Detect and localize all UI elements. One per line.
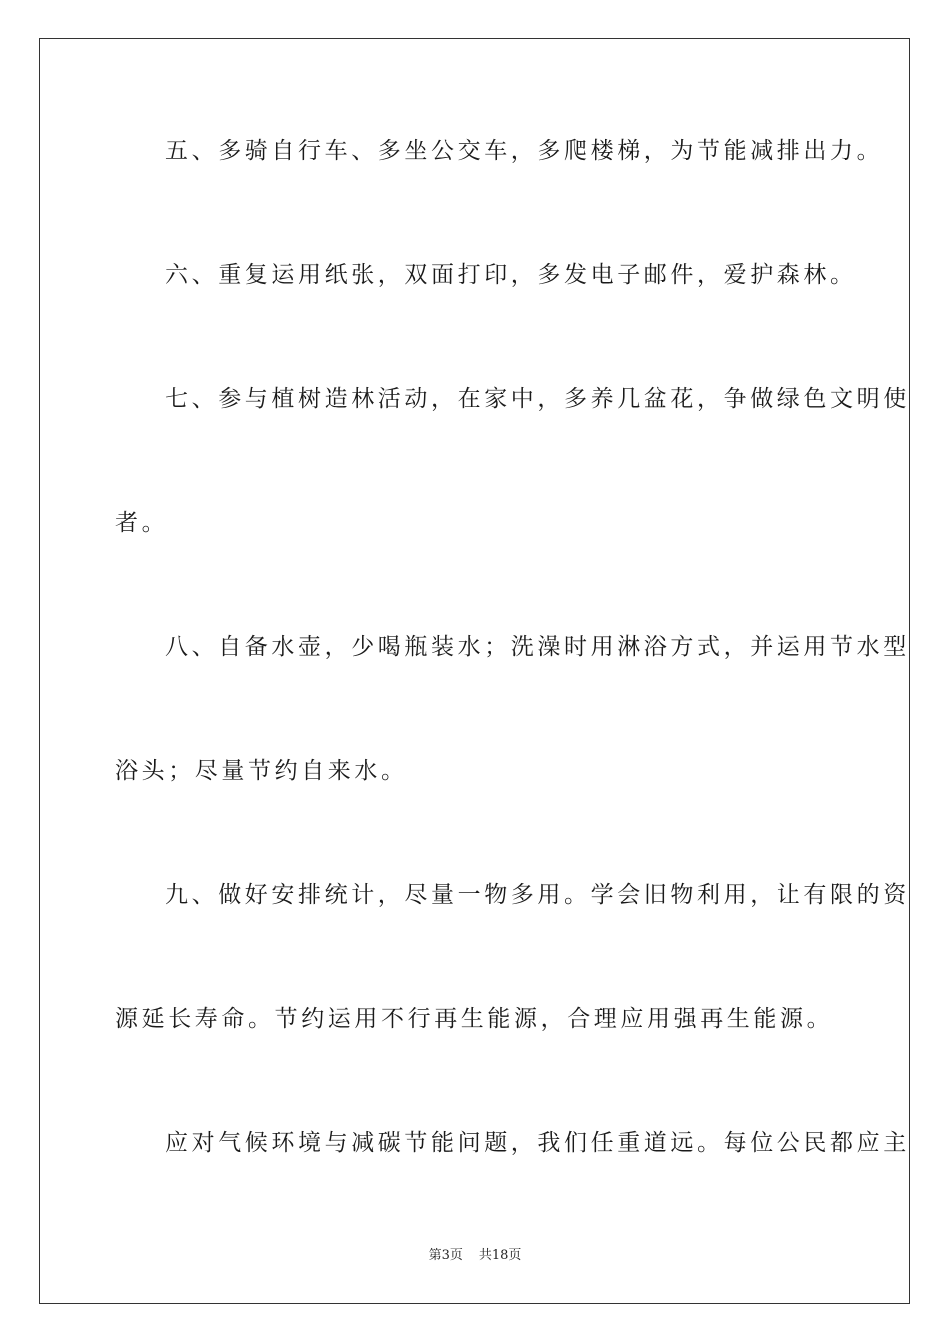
- paragraph-8-line-2: 浴头；尽量节约自来水。: [115, 758, 408, 784]
- paragraph-closing-line-1: 应对气候环境与减碳节能问题，我们任重道远。每位公民都应主: [165, 1130, 910, 1156]
- paragraph-9-line-2: 源延长寿命。节约运用不行再生能源，合理应用强再生能源。: [115, 1006, 834, 1032]
- page-footer: [0, 1247, 950, 1265]
- paragraph-6-line: 六、重复运用纸张，双面打印，多发电子邮件，爱护森林。: [165, 262, 857, 288]
- paragraph-7-line-1: 七、参与植树造林活动，在家中，多养几盆花，争做绿色文明使: [165, 386, 910, 412]
- page-total: 共18页: [478, 1248, 522, 1263]
- paragraph-9-line-1: 九、做好安排统计，尽量一物多用。学会旧物利用，让有限的资: [165, 882, 910, 908]
- paragraph-8-line-1: 八、自备水壶，少喝瓶装水；洗澡时用淋浴方式，并运用节水型: [165, 634, 910, 660]
- page-number: 第3页: [428, 1248, 463, 1263]
- paragraph-7-line-2: 者。: [115, 510, 169, 536]
- paragraph-5-line: 五、多骑自行车、多坐公交车，多爬楼梯，为节能减排出力。: [165, 138, 884, 164]
- page-border: [39, 38, 910, 1304]
